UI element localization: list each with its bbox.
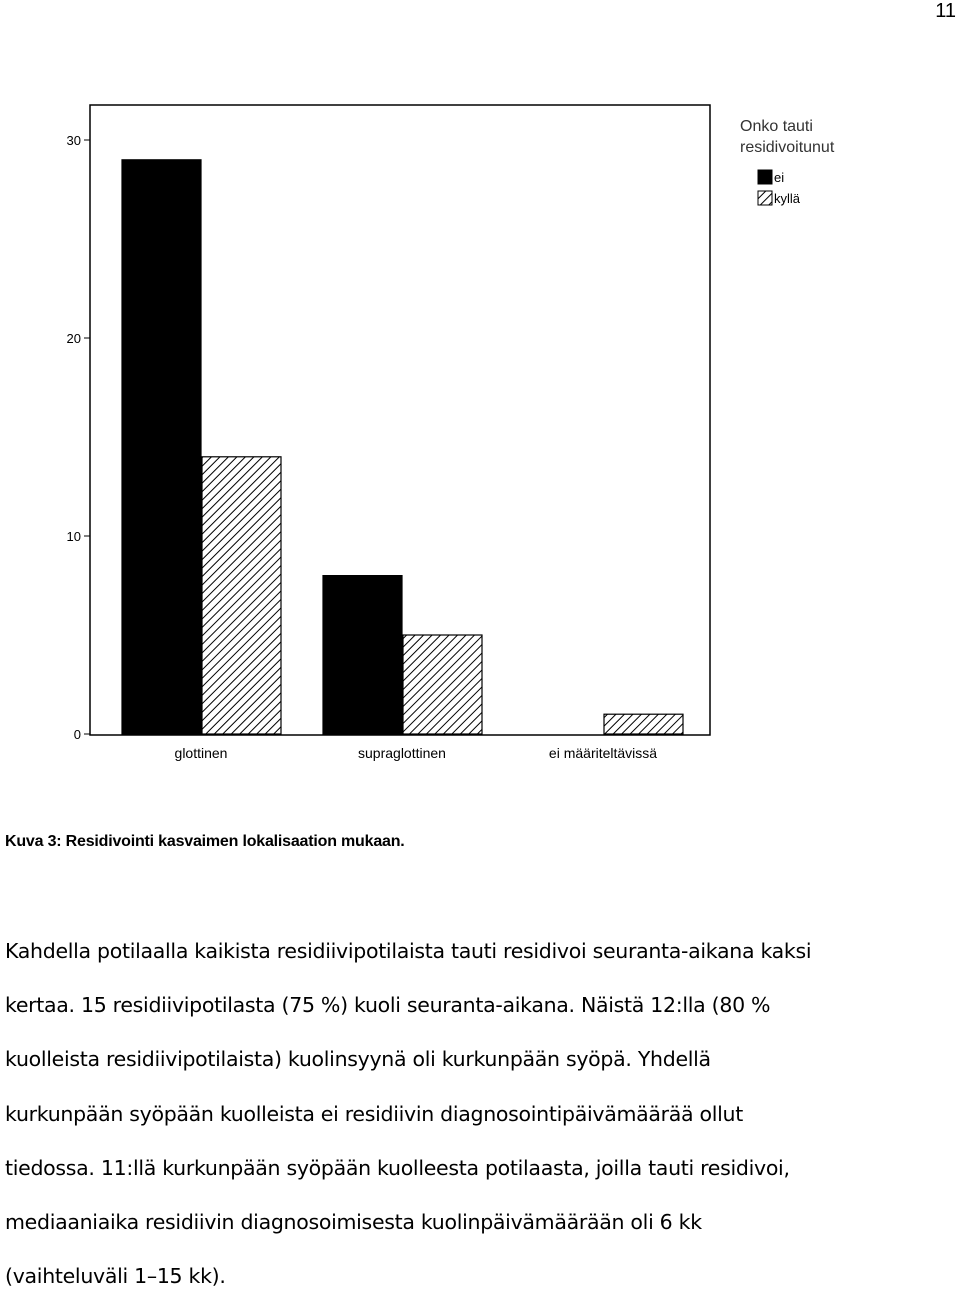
text-line: kertaa. 15 residiivipotilasta (75 %) kuoli seuranta-aikana. Näistä 12:lla (80 %	[5, 993, 771, 1018]
text-line: (vaihteluväli 1–15 kk).	[5, 1264, 226, 1289]
legend-swatch-ei	[758, 170, 772, 184]
bar-kyllä-1	[403, 635, 482, 734]
y-tick-label: 30	[66, 133, 81, 148]
legend-label-kyllä: kyllä	[774, 191, 801, 206]
y-axis	[67, 133, 90, 742]
text-line: Kahdella potilaalla kaikista residiivipotilaista tauti residivoi seuranta-aikana kaksi	[5, 939, 812, 963]
x-tick-label: glottinen	[174, 745, 228, 761]
bar-ei-0	[122, 160, 201, 734]
x-tick-label: ei määriteltävissä	[548, 745, 658, 761]
legend-swatch-kyllä	[758, 191, 772, 205]
legend	[740, 118, 835, 206]
body-paragraph	[5, 924, 955, 1303]
text-line: mediaaniaika residiivin diagnosoimisesta kuolinpäivämäärään oli 6 kk	[5, 1210, 702, 1235]
y-tick-label: 20	[66, 331, 81, 346]
figure-caption: Kuva 3: Residivointi kasvaimen lokalisaation mukaan.	[5, 833, 405, 850]
bar-chart	[50, 100, 860, 780]
bar-ei-1	[323, 576, 402, 734]
y-tick-label: 0	[73, 727, 81, 742]
text-line: kurkunpään syöpään kuolleista ei residiivin diagnosointipäivämäärää ollut	[5, 1101, 743, 1126]
legend-label-ei: ei	[774, 170, 785, 185]
x-axis	[175, 745, 658, 761]
page-number: 11	[935, 0, 956, 22]
legend-title: Onko tauti	[740, 118, 813, 135]
x-tick-label: supraglottinen	[358, 745, 446, 761]
y-tick-label: 10	[66, 529, 81, 544]
legend-title: residivoitunut	[740, 139, 835, 156]
bar-kyllä-2	[604, 714, 683, 734]
text-line: tiedossa. 11:llä kurkunpään syöpään kuolleesta potilaasta, joilla tauti residivoi,	[5, 1155, 790, 1180]
text-line: kuolleista residiivipotilaista) kuolinsyynä oli kurkunpään syöpä. Yhdellä	[5, 1047, 711, 1072]
bar-kyllä-0	[202, 457, 281, 734]
